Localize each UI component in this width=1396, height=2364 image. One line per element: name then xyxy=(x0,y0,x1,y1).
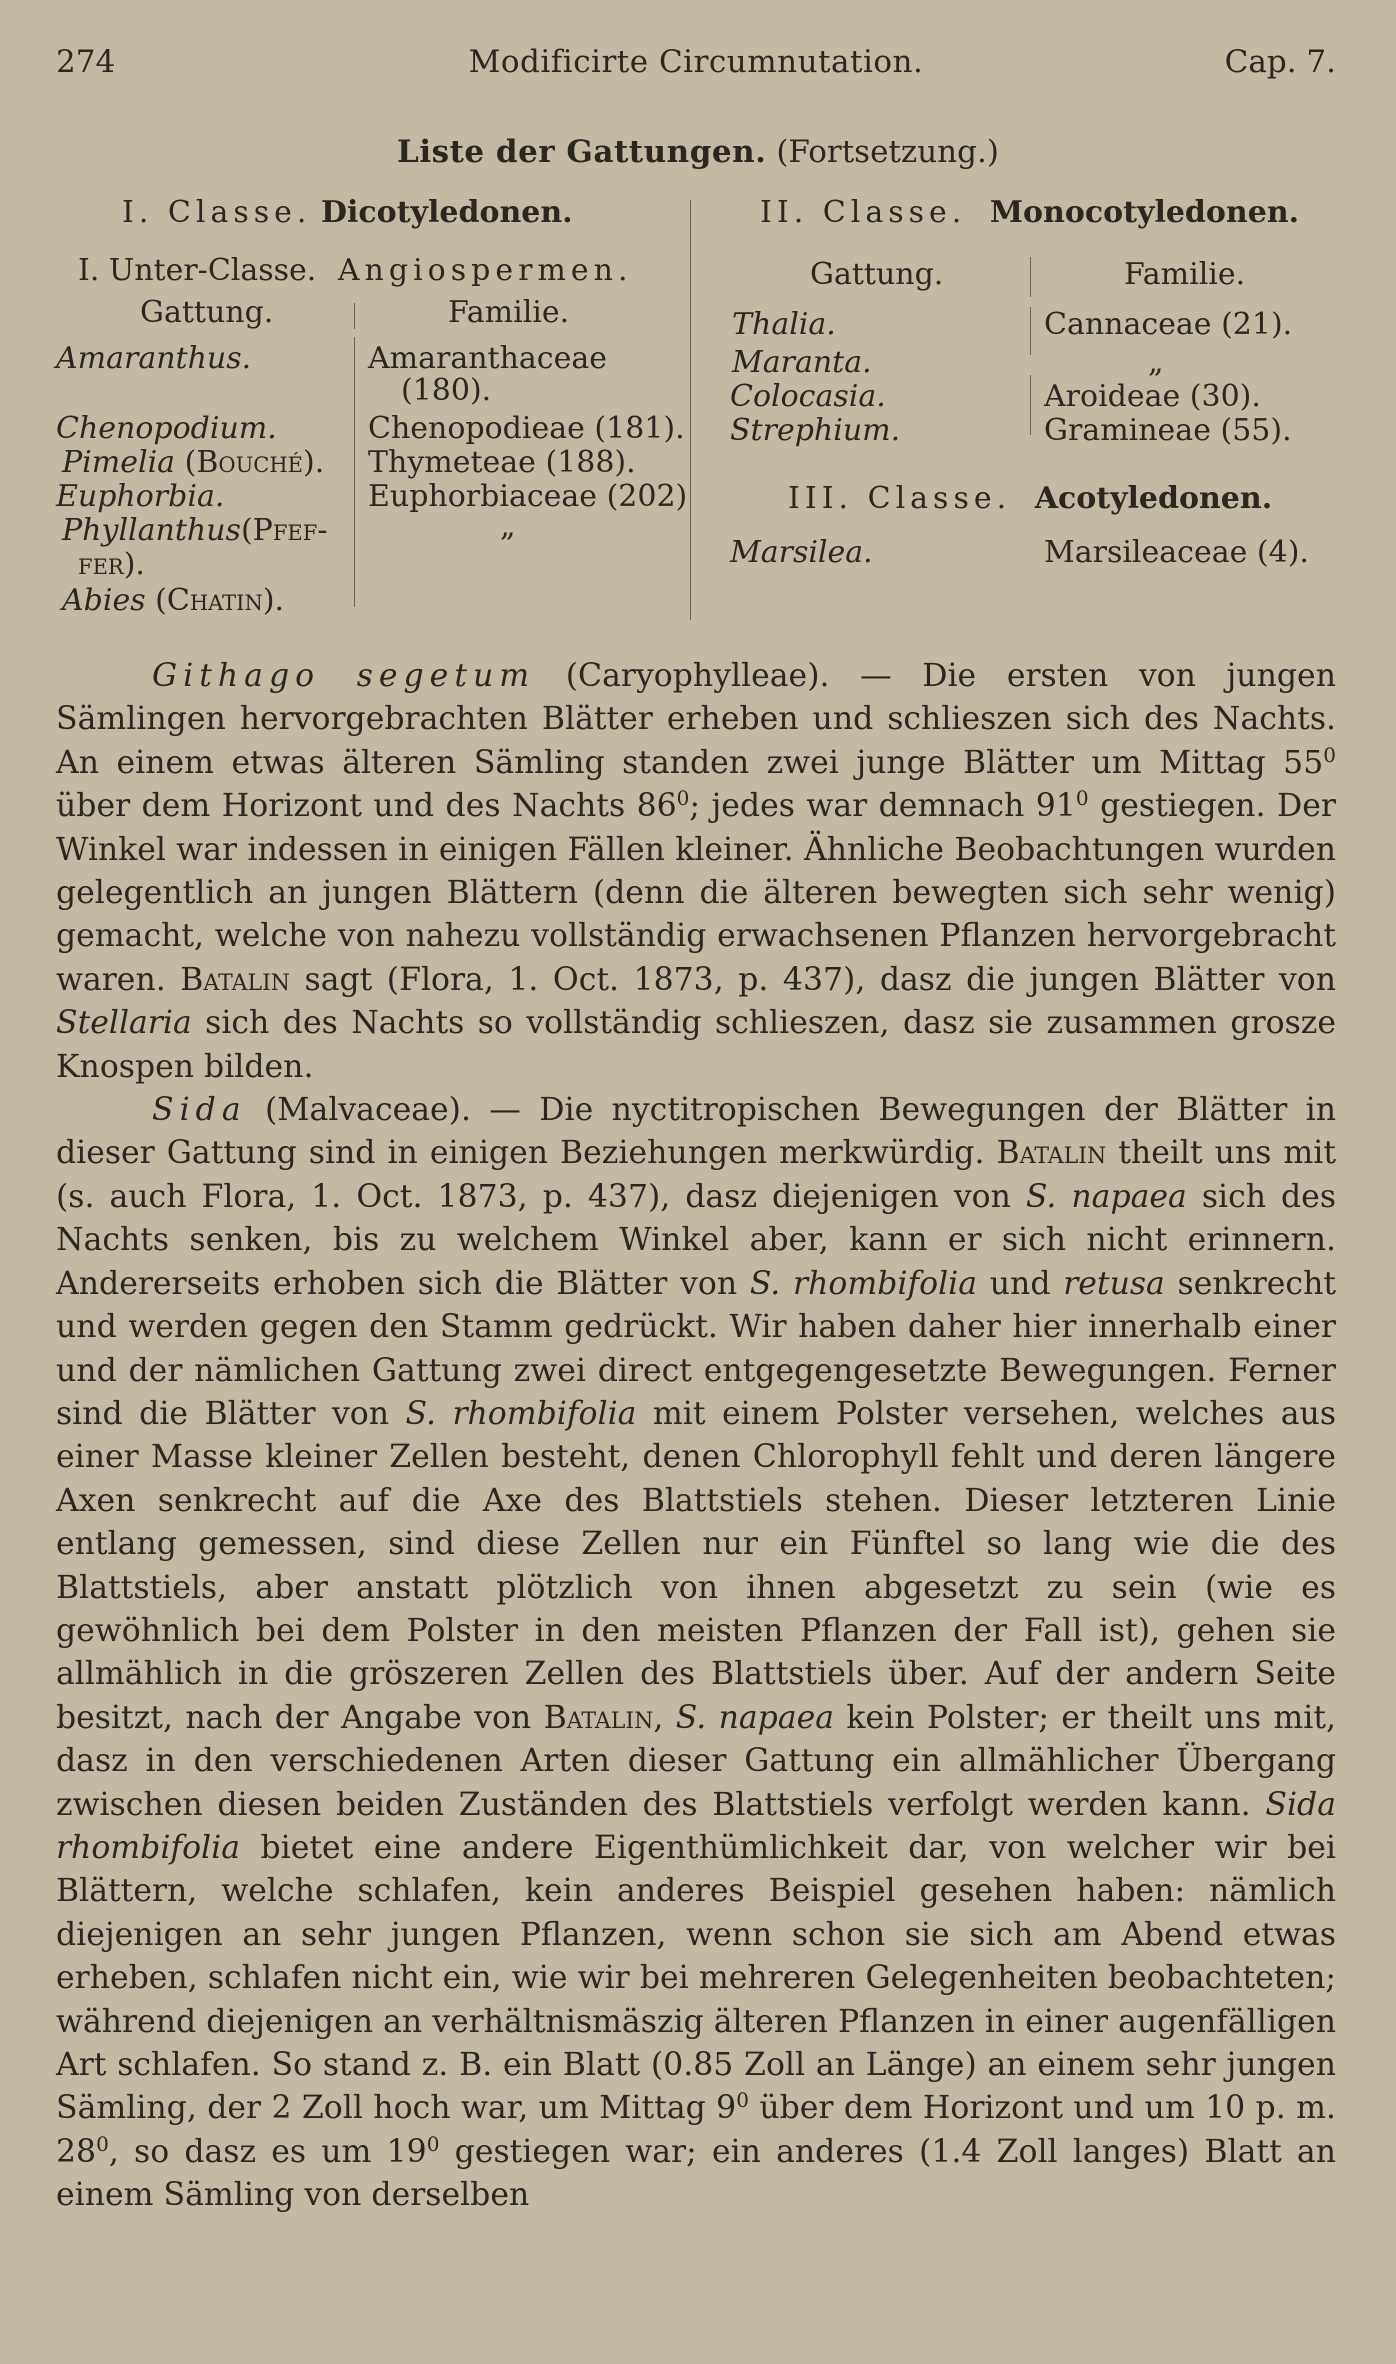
genus-entry xyxy=(62,445,324,480)
text-run: (Caryophylleae). — Die ersten von jungen Sämlingen hervorgebrachten Blätter erheben und schlieszen sich des Nachts. An einem etwas älteren Sämling standen zwei junge Blätter um Mittag 55 xyxy=(56,658,1336,781)
genus-authority: (Bouché). xyxy=(184,445,325,480)
text-run: theilt uns mit (s. auch Flora, 1. Oct. 1873, p. 437), dasz diejenigen von xyxy=(56,1135,1337,1215)
list-title xyxy=(0,134,1396,170)
degree-mark: 0 xyxy=(736,2088,749,2113)
family-entry: Cannaceae (21). xyxy=(1044,307,1293,342)
family-entry: Aroideae (30). xyxy=(1044,379,1261,414)
species-name: Sida rhombifolia xyxy=(56,1786,1336,1866)
degree-mark: 0 xyxy=(1323,742,1336,767)
class-heading-2 xyxy=(760,195,1299,230)
class-heading-3 xyxy=(788,481,1272,516)
body-text xyxy=(56,655,1336,2218)
dicotyledonen-column xyxy=(56,195,686,625)
genus-entry xyxy=(62,583,284,618)
text-run: über dem Horizont und um 10 p. m. 28 xyxy=(56,2090,1336,2170)
text-run: bietet eine andere Eigenthümlichkeit dar, von welcher wir bei Blättern, welche schlafen, kein anderes Beispiel gesehen haben: nämlich diejenigen an sehr jungen Pflanzen, wenn schon sie sich am Abend etwas erheben, schlafen nicht ein, wie wir bei mehreren Gelegenheiten beobachteten; während diejenigen an verhältnismäszig älteren Pflanzen in einer augenfälligen Art schlafen. So stand z. B. ein Blatt (0.85 Zoll an Länge) an einem sehr jungen Sämling, der 2 Zoll hoch war, um Mittag 9 xyxy=(56,1829,1336,2127)
class-divider xyxy=(690,200,691,620)
genus-entry xyxy=(62,513,327,548)
degree-mark: 0 xyxy=(426,2131,440,2156)
species-name: S. napaea xyxy=(675,1699,835,1736)
text-run: senkrecht und werden gegen den Stamm gedrückt. Wir haben daher hier innerhalb einer und der nämlichen Gattung zwei direct entgegengesetzte Bewegungen. Ferner sind die Blätter von xyxy=(56,1265,1337,1432)
class-label: II. Classe. xyxy=(760,195,967,230)
page-number: 274 xyxy=(56,44,116,80)
author-name: Batalin xyxy=(180,961,291,998)
genus-name: Abies xyxy=(62,583,146,618)
text-run: , xyxy=(653,1699,676,1736)
running-title: Modificirte Circumnutation. xyxy=(468,44,924,80)
genus-name: Phyllanthus xyxy=(62,513,241,548)
column-rule xyxy=(354,337,355,607)
text-run: gestiegen war; ein anderes (1.4 Zoll langes) Blatt an einem Sämling von derselben xyxy=(56,2133,1336,2214)
class-name: Acotyledonen. xyxy=(1034,481,1273,516)
column-rule xyxy=(1030,257,1031,297)
genus-entry: Amaranthus. xyxy=(56,341,252,376)
class-name: Dicotyledonen. xyxy=(321,195,573,230)
chapter-label: Cap. 7. xyxy=(1224,44,1336,80)
ditto-mark: „ xyxy=(500,509,516,544)
genus-entry: Euphorbia. xyxy=(56,479,225,514)
species-name: S. rhombifolia xyxy=(405,1395,637,1432)
ditto-mark: „ xyxy=(1148,345,1164,380)
genus-entry: Thalia. xyxy=(732,307,836,342)
genus-authority: (Pfef- xyxy=(240,513,328,548)
family-entry: (180). xyxy=(401,373,492,408)
column-rule xyxy=(1030,375,1031,435)
author-name: Batalin xyxy=(543,1699,654,1736)
family-entry: Gramineae (55). xyxy=(1044,413,1292,448)
subclass-label: I. Unter-Classe. xyxy=(78,253,317,288)
species-name: S. napaea xyxy=(1025,1178,1187,1215)
subclass-name: Angiospermen. xyxy=(337,253,633,288)
list-title-continuation: (Fortsetzung.) xyxy=(776,134,999,170)
paragraph-sida xyxy=(56,1089,1336,2218)
text-run: über dem Horizont und des Nachts 86 xyxy=(56,788,677,825)
text-run: sagt (Flora, 1. Oct. 1873, p. 437), dasz die jungen Blätter von xyxy=(290,961,1336,998)
class-label: I. Classe. xyxy=(122,195,312,230)
class-name: Monocotyledonen. xyxy=(989,195,1300,230)
class-label: III. Classe. xyxy=(788,481,1012,516)
family-entry: Chenopodieae (181). xyxy=(368,411,685,446)
family-entry: Thymeteae (188). xyxy=(368,445,636,480)
paragraph-githago xyxy=(56,655,1336,1089)
genus-authority: (Chatin). xyxy=(155,583,285,618)
family-entry: Amaranthaceae xyxy=(368,341,608,376)
genus-entry xyxy=(78,547,145,582)
column-header-genus: Gattung. xyxy=(810,257,944,292)
column-rule xyxy=(354,303,355,329)
genus-name: Pimelia xyxy=(62,445,176,480)
text-run: und xyxy=(977,1265,1064,1302)
text-run: , so dasz es um 19 xyxy=(108,2133,427,2170)
monocotyledonen-column xyxy=(700,195,1320,595)
list-title-main: Liste der Gattungen. xyxy=(397,134,767,170)
species-name: S. rhombifolia xyxy=(749,1265,978,1302)
family-entry: Euphorbiaceae (202) xyxy=(368,479,688,514)
text-run: mit einem Polster versehen, welches aus einer Masse kleiner Zellen besteht, denen Chlorophyll fehlt und deren längere Axen senkrecht auf die Axe des Blattstiels stehen. Dieser letzteren Linie entlang gemessen, sind diese Zellen nur ein Fünftel so lang wie die des Blattstiels, aber anstatt plötzlich von ihnen abgesetzt zu sein (wie es gewöhnlich bei dem Polster in den meisten Pflanzen der Fall ist), gehen sie allmählich in die gröszeren Zellen des Blattstiels über. Auf der andern Seite besitzt, nach der Angabe von xyxy=(56,1395,1336,1736)
text-run: sich des Nachts senken, bis zu welchem Winkel aber, kann er sich nicht erinnern. Andererseits erhoben sich die Blätter von xyxy=(56,1178,1336,1302)
genus-heading: Githago segetum xyxy=(152,658,536,694)
degree-mark: 0 xyxy=(96,2131,109,2156)
species-name: retusa xyxy=(1063,1265,1165,1302)
column-header-family: Familie. xyxy=(448,295,570,330)
text-run: gestiegen. Der Winkel war indessen in einigen Fällen kleiner. Ähnliche Beobachtungen wurden gelegentlich an jungen Blättern (denn die älteren bewegten sich sehr wenig) gemacht, welche von nahezu vollständig erwachsenen Pflanzen hervorgebracht waren. xyxy=(56,788,1336,998)
text-run: kein Polster; er theilt uns mit, dasz in den verschiedenen Arten dieser Gattung ein allmählicher Übergang zwischen diesen beiden Zuständen des Blattstiels verfolgt werden kann. xyxy=(56,1699,1336,1823)
column-header-genus: Gattung. xyxy=(140,295,274,330)
genus-entry: Marsilea. xyxy=(730,535,873,570)
column-rule xyxy=(1030,307,1031,355)
subclass-heading xyxy=(78,253,633,288)
class-heading-1 xyxy=(122,195,573,230)
genus-entry: Strephium. xyxy=(730,413,901,448)
genus-entry: Maranta. xyxy=(732,345,872,380)
text-run: ; jedes war demnach 91 xyxy=(689,788,1076,825)
genus-authority: fer). xyxy=(78,547,145,582)
species-name: Stellaria xyxy=(56,1005,192,1042)
genus-entry: Chenopodium. xyxy=(56,411,277,446)
author-name: Batalin xyxy=(996,1135,1107,1172)
genus-entry: Colocasia. xyxy=(730,379,886,414)
degree-mark: 0 xyxy=(1075,786,1089,811)
degree-mark: 0 xyxy=(676,786,690,811)
text-run: (Malvaceae). — Die nyctitropischen Bewegungen der Blätter in dieser Gattung sind in einigen Beziehungen merkwürdig. xyxy=(56,1092,1336,1172)
page-header xyxy=(56,44,1336,94)
column-header-family: Familie. xyxy=(1124,257,1246,292)
genus-heading: Sida xyxy=(152,1092,247,1129)
text-run: sich des Nachts so vollständig schlieszen, dasz sie zusammen grosze Knospen bilden. xyxy=(56,1005,1336,1085)
family-entry: Marsileaceae (4). xyxy=(1044,535,1309,570)
